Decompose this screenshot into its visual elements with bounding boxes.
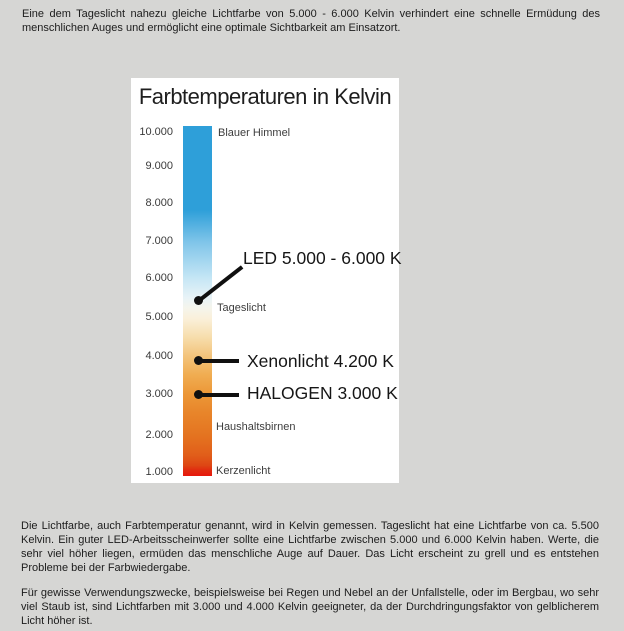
label-haushaltsbirnen: Haushaltsbirnen [216,421,296,433]
annotation-xenon: Xenonlicht 4.200 K [247,351,394,371]
label-kerzenlicht: Kerzenlicht [216,465,271,477]
axis-tick-9000: 9.000 [145,160,173,172]
axis-tick-2000: 2.000 [145,429,173,441]
axis-tick-5000: 5.000 [145,311,173,323]
label-blauer-himmel: Blauer Himmel [218,127,291,139]
pointer-line-halogen [202,393,239,397]
axis-tick-7000: 7.000 [145,235,173,247]
axis-tick-10000: 10.000 [139,126,173,138]
pointer-line-xenon [202,359,239,363]
axis-tick-6000: 6.000 [145,272,173,284]
annotation-led: LED 5.000 - 6.000 K [243,248,402,268]
axis-tick-8000: 8.000 [145,197,173,209]
label-tageslicht: Tageslicht [217,302,266,314]
body-text-block [21,519,599,631]
axis-tick-4000: 4.000 [145,350,173,362]
axis-tick-3000: 3.000 [145,388,173,400]
chart-title: Farbtemperaturen in Kelvin [138,84,392,109]
kelvin-chart-panel [131,78,402,483]
intro-paragraph: Eine dem Tageslicht nahezu gleiche Lichtfarbe von 5.000 - 6.000 Kelvin verhindert eine schnelle Ermüdung des menschlichen Auges und ermöglicht eine optimale Sichtbarkeit am Einsatzort. [22,8,600,34]
body-paragraph-2: Für gewisse Verwendungszwecke, beispielsweise bei Regen und Nebel an der Unfallstelle, oder im Bergbau, wo sehr viel Staub ist, sind Lichtfarben mit 3.000 und 4.000 Kelvin geeigneter, da der Durchdringungsfaktor von gelblicherem Licht höher ist. [21,587,599,627]
axis-tick-1000: 1.000 [145,466,173,478]
annotation-halogen: HALOGEN 3.000 K [247,383,398,403]
body-paragraph-1: Die Lichtfarbe, auch Farbtemperatur genannt, wird in Kelvin gemessen. Tageslicht hat eine Lichtfarbe von ca. 5.500 Kelvin. Ein guter LED-Arbeitsscheinwerfer sollte eine Lichtfarbe zwischen 5.000 und 6.000 Kelvin haben. Werte, die sehr viel höher liegen, ermüden das menschliche Auge auf Dauer. Das Licht erscheint zu grell und es entstehen Probleme bei der Farbwiedergabe. [21,520,599,574]
